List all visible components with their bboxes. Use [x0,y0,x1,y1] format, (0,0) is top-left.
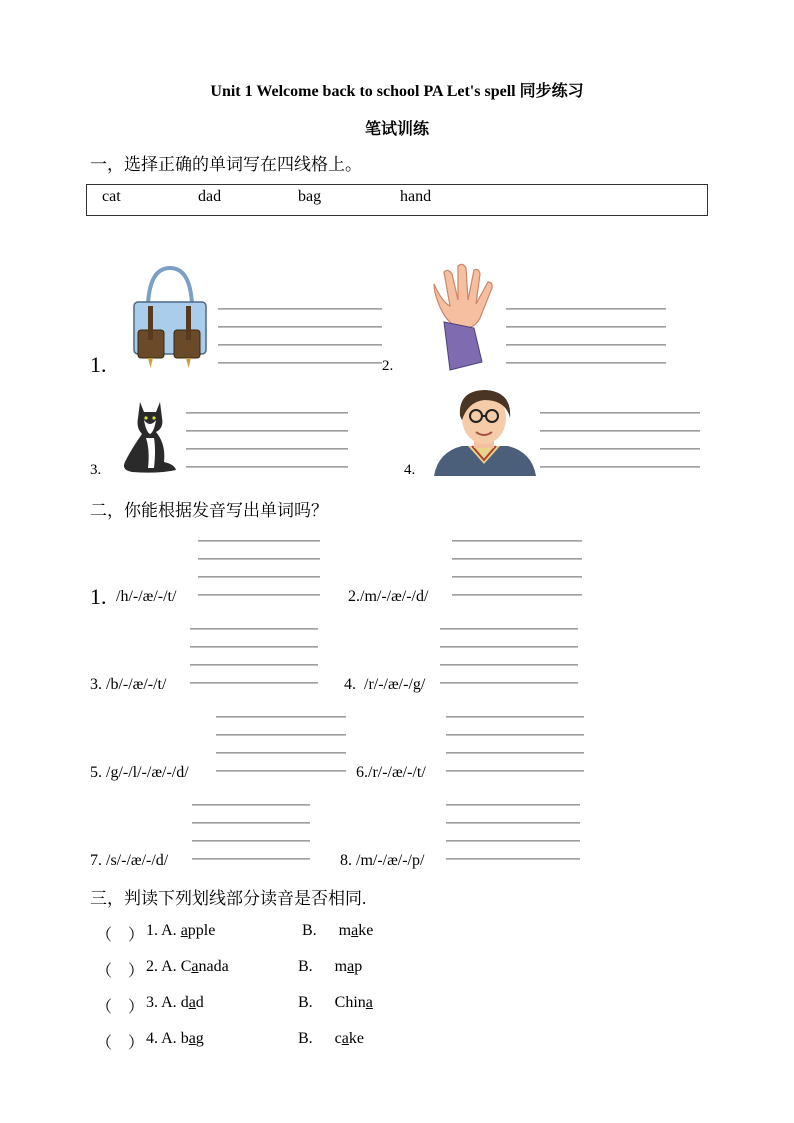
answer-paren[interactable]: （ ） [96,963,145,980]
phonetic-text: 3. /b/-/æ/-/t/ [90,676,167,693]
page-subtitle: 笔试训练 [364,121,429,138]
item-number: 4. [404,462,416,478]
section1-heading: 一，选择正确的单词写在四线格上。 [90,155,362,174]
answer-paren[interactable]: （ ） [96,927,145,944]
question-label: 1. A. apple [146,922,216,939]
answer-paren[interactable]: （ ） [96,1035,145,1052]
phonetic-text: 5. /g/-/l/-/æ/-/d/ [90,764,189,781]
option-b: B. China [298,994,373,1011]
word-bank-word: hand [400,188,432,205]
option-b: B. cake [298,1030,364,1047]
word-bank-box [86,184,708,216]
answer-paren[interactable]: （ ） [96,999,145,1016]
writing-lines[interactable] [218,308,382,366]
page-title: Unit 1 Welcome back to school PA Let's spell 同步练习 [210,83,584,100]
writing-lines[interactable] [446,716,584,772]
writing-lines[interactable] [452,540,582,596]
section3-heading: 三，判读下列划线部分读音是否相同. [90,889,367,908]
item-number: 1. [90,584,107,609]
question-label: 2. A. Canada [146,958,229,975]
item-number: 2. [382,358,394,374]
option-b: B. make [302,922,374,939]
writing-lines[interactable] [216,716,346,772]
phonetic-text: 8. /m/-/æ/-/p/ [340,852,425,869]
phonetic-text: 4. /r/-/æ/-/g/ [344,676,426,693]
writing-lines[interactable] [190,628,318,684]
option-b: B. map [298,958,363,975]
item-number: 3. [90,462,102,478]
question-label: 4. A. bag [146,1030,204,1047]
hand-icon [428,262,504,372]
dad-icon [432,386,538,476]
bag-icon [128,266,210,374]
cat-icon [118,398,178,476]
word-bank-word: dad [198,188,222,205]
writing-lines[interactable] [540,412,700,470]
item-number: 1. [90,352,107,377]
phonetic-text: 2./m/-/æ/-/d/ [348,588,429,605]
phonetic-text: /h/-/æ/-/t/ [116,588,177,605]
phonetic-text: 7. /s/-/æ/-/d/ [90,852,169,869]
section2-heading: 二，你能根据发音写出单词吗？ [90,501,328,520]
phonetic-text: 6./r/-/æ/-/t/ [356,764,426,781]
writing-lines[interactable] [186,412,348,470]
word-bank-word: cat [102,188,121,205]
writing-lines[interactable] [440,628,578,684]
writing-lines[interactable] [446,804,580,860]
question-label: 3. A. dad [146,994,204,1011]
writing-lines[interactable] [198,540,320,596]
word-bank-word: bag [298,188,322,205]
writing-lines[interactable] [506,308,666,366]
writing-lines[interactable] [192,804,310,860]
